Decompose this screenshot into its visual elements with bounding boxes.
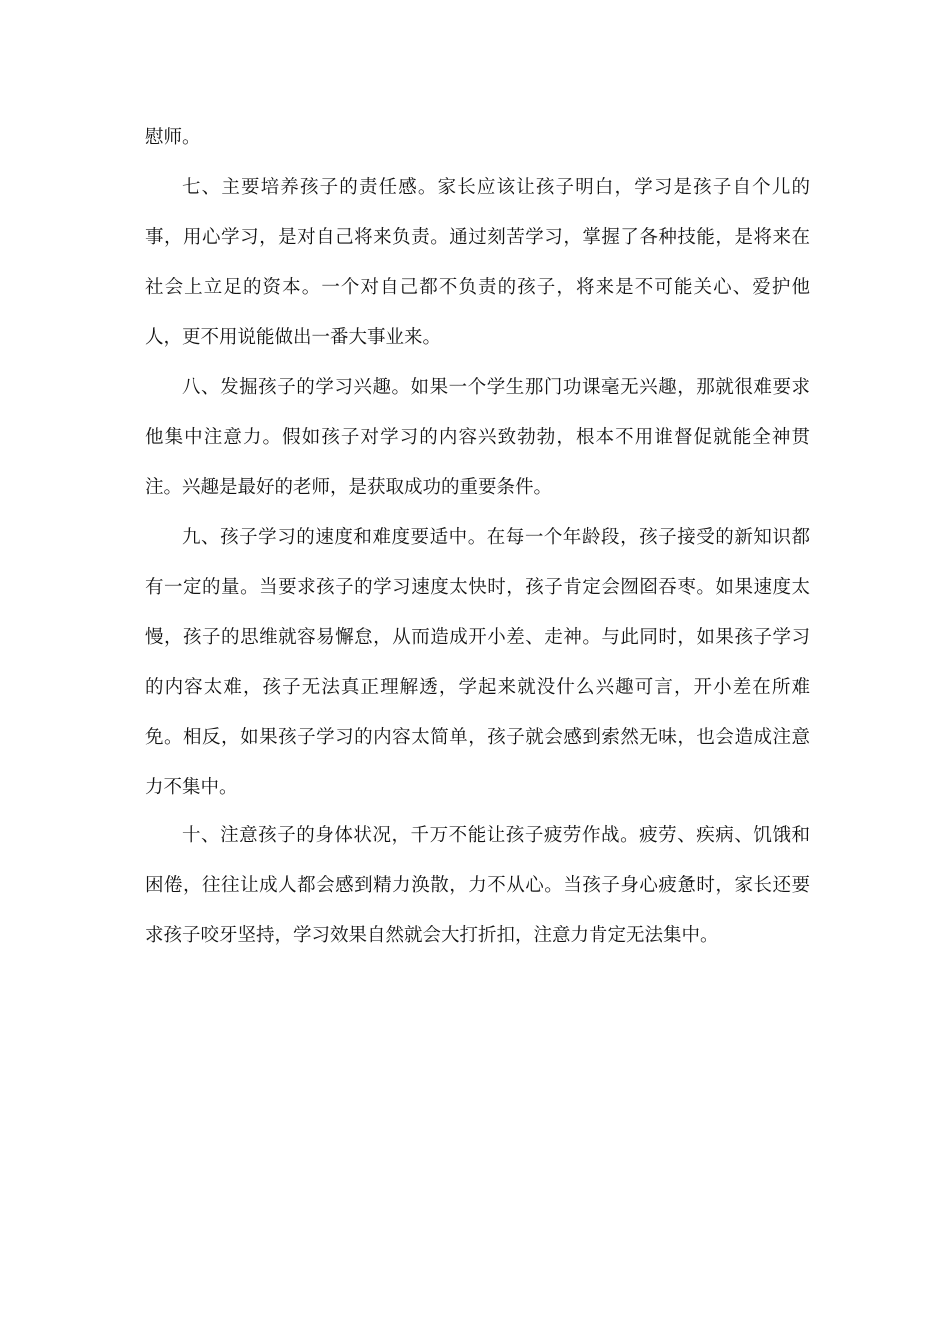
paragraph-ten	[145, 811, 810, 961]
paragraph-text: 九、孩子学习的速度和难度要适中。在每一个年龄段，孩子接受的新知识都有一定的量。当要求孩子的学习速度太快时，孩子肯定会囫囵吞枣。如果速度太慢，孩子的思维就容易懈怠，从而造成开小差、走神。与此同时，如果孩子学习的内容太难，孩子无法真正理解透，学起来就没什么兴趣可言，开小差在所难免。相反，如果孩子学习的内容太简单，孩子就会感到索然无味，也会造成注意力不集中。	[145, 527, 810, 798]
paragraph-text: 慰师。	[145, 127, 201, 148]
paragraph-continuation	[145, 113, 810, 163]
paragraph-nine	[145, 513, 810, 813]
paragraph-seven	[145, 163, 810, 363]
paragraph-eight	[145, 363, 810, 513]
paragraph-text: 七、主要培养孩子的责任感。家长应该让孩子明白，学习是孩子自个儿的事，用心学习，是对自己将来负责。通过刻苦学习，掌握了各种技能，是将来在社会上立足的资本。一个对自己都不负责的孩子，将来是不可能关心、爱护他人，更不用说能做出一番大事业来。	[145, 177, 810, 348]
paragraph-text: 十、注意孩子的身体状况，千万不能让孩子疲劳作战。疲劳、疾病、饥饿和困倦，往往让成人都会感到精力涣散，力不从心。当孩子身心疲惫时，家长还要求孩子咬牙坚持，学习效果自然就会大打折扣，注意力肯定无法集中。	[145, 825, 810, 946]
paragraph-text: 八、发掘孩子的学习兴趣。如果一个学生那门功课毫无兴趣，那就很难要求他集中注意力。假如孩子对学习的内容兴致勃勃，根本不用谁督促就能全神贯注。兴趣是最好的老师，是获取成功的重要条件。	[145, 377, 810, 498]
